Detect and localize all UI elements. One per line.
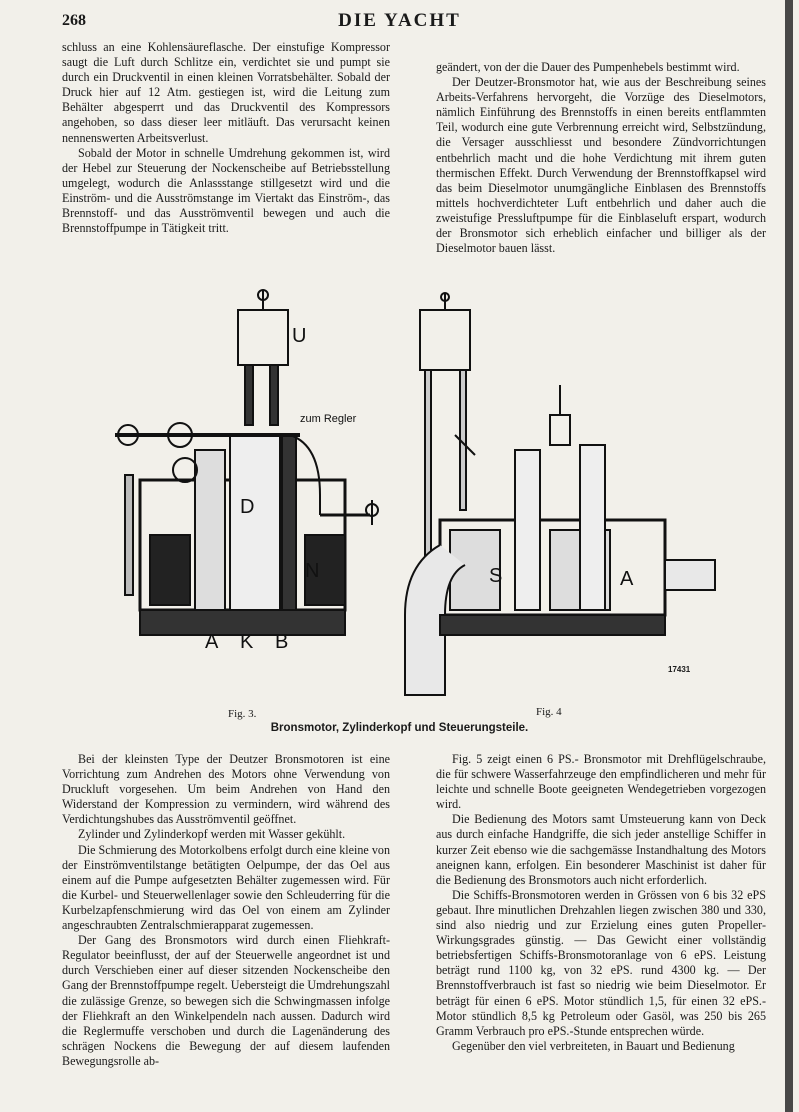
page-edge — [785, 0, 793, 1112]
label-k: K — [240, 631, 254, 653]
label-b: B — [275, 631, 289, 653]
label-s: S — [489, 565, 503, 587]
paragraph: Sobald der Motor in schnelle Umdrehung gekommen ist, wird der Hebel zur Steuerung der Nockenscheibe auf Betriebsstellung umgelegt, wodurch die Anlassstange stillgesetzt wird und die Einström- und die Ausströmstange im Viertakt das Einström-, das Brennstoff- und das Ausströmventil bewegen und auch die Brennstoffpumpe in Tätigkeit tritt. — [62, 145, 390, 236]
page-number: 268 — [62, 12, 86, 29]
fuel-capsule-housing — [238, 310, 288, 365]
paragraph: Die Schmierung des Motorkolbens erfolgt durch eine kleine von der Einströmventilstange betätigten Oelpumpe, der das Oel aus einem auf die Pumpe aufgesetzten Behälter zugemessen wird. Für die Kurbel- und Steuerwellenlager sowie den Schleuderring für die Kurbelzapfenschmierung wird das Oel von einem am Zylinder angeschraubten Zentralschmierapparat zugemessen. — [62, 842, 390, 933]
running-head: DIE YACHT — [338, 10, 461, 31]
paragraph: Gegenüber den viel verbreiteten, in Bauart und Bedienung — [452, 1038, 735, 1053]
paragraph: Die Bedienung des Motors samt Umsteuerung kann von Deck aus durch einfache Handgriffe, die sich jeder anstellige Schiffer in kurzer Zeit ebenso wie die sachgemässe Instandhaltung des Motors aneignen kann, erfolgen. Ein besonderer Maschinist ist daher für die Bedienung des Bronsmotors auch nicht erforderlich. — [436, 812, 766, 887]
paragraph: schluss an eine Kohlensäureflasche. Der einstufige Kompressor saugt die Luft durch Schlitze ein, verdichtet sie und pumpt sie durch ein Druckventil in einen kleinen Vorratsbehälter. Sobald der Druck hier auf 12 Atm. gestiegen ist, wird die Leitung zum Behälter abgesperrt und das Druckventil des Kompressors angehoben, so dass dieser leer mitläuft. Das verursacht keinen nennenswerten Arbeitsverlust. — [62, 40, 390, 145]
paragraph: Der Deutzer-Bronsmotor hat, wie aus der Beschreibung seines Arbeits-Verfahrens hervorgeht, die Vorzüge des Dieselmotors, nämlich Einführung des Brennstoffs in einen bereits entflammten Teil, wodurch eine gute Verbrennung erreicht wird, Selbstzündung, die Versager ausschliesst und besondere Zündvorrichtungen entbehrlich macht und die hohe Verdichtung mit ihrem guten thermischen Effekt. Durch Verwendung der Brennstoffkapsel wird das beim Dieselmotor unumgängliche Einblasen des Brennstoffs mittels hochverdichteter Luft entbehrlich und daher auch die zweistufige Pressluftpumpe für die Einblaseluft erspart, wodurch der Bronsmotor sich erheblich einfacher und billiger als der Dieselmotor bauen lässt. — [436, 75, 766, 256]
label-zum-regler: zum Regler — [300, 413, 357, 425]
figure-caption: Bronsmotor, Zylinderkopf und Steuerungsteile. — [270, 722, 529, 734]
figure-3-label: Fig. 3. — [228, 708, 257, 720]
label-a2: A — [620, 568, 634, 590]
engine-drawing — [100, 285, 720, 705]
label-d: D — [240, 496, 255, 518]
paragraph: Die Schiffs-Bronsmotoren werden in Grössen von 6 bis 32 ePS gebaut. Ihre minutlichen Drehzahlen liegen zwischen 380 und 330, sind also niedrig und zur Erzielung eines guten Propeller-Wirkungsgrades günstig. — Das Gewicht einer vollständig betriebsfertigen Schiffs-Bronsmotoranlage von 6 ePS. Leistung beträgt rund 1100 kg, von 32 ePS. rund 4300 kg. — Der Brennstoffverbrauch ist fast so niedrig wie beim Dieselmotor. Er beträgt für einen 6 ePS. Motor stündlich 1,5, für einen 32 ePS.- Motor stündlich 8,5 kg Petroleum oder Gasöl, was 250 bis 265 Gramm Verbrauch pro ePS.-Stunde entsprechen würde. — [436, 887, 766, 1038]
paragraph: Bei der kleinsten Type der Deutzer Bronsmotoren ist eine Vorrichtung zum Andrehen des Motors ohne Verwendung von Druckluft vorgesehen. Um beim Andrehen von Hand den Widerstand der Kompression zu vermindern, wird während des Verdichtungshubes das Ausströmventil geöffnet. — [62, 752, 390, 827]
paragraph: Der Gang des Bronsmotors wird durch einen Fliehkraft-Regulator beeinflusst, der auf der Steuerwelle angeordnet ist und durch Verschieben einer auf dieser sitzenden Nockenscheibe den Gang der Brennstoffpumpe regelt. Uebersteigt die Umdrehungszahl die zulässige Grenze, so bewegen sich die Schwingmassen infolge der Fliehkraft an den Winkelpendeln nach aussen. Dadurch wird die Reglermuffe verschoben und durch die Lagenänderung des schrägen Nockens die Bewegung der auf diesem laufenden Bewegungsrolle ab- — [62, 933, 390, 1068]
column-bottom-right — [436, 752, 766, 1054]
figure-4-label: Fig. 4 — [536, 706, 562, 718]
column-bottom-left — [62, 752, 390, 1069]
label-u: U — [292, 325, 307, 347]
paragraph: Fig. 5 zeigt einen 6 PS.- Bronsmotor mit Drehflügelschraube, die für schwere Wasserfahrzeuge den empfindlicheren und mehr für leichte und schnelle Boote geeigneten Wendegetrieben vorgezogen wird. — [436, 752, 766, 812]
figure-reference: 17431 — [668, 665, 691, 674]
column-top-right — [436, 60, 766, 256]
label-n: N — [305, 560, 320, 582]
label-a: A — [205, 631, 219, 653]
paragraph: Zylinder und Zylinderkopf werden mit Wasser gekühlt. — [78, 827, 346, 842]
paragraph: geändert, von der die Dauer des Pumpenhebels bestimmt wird. — [436, 60, 740, 74]
column-top-left — [62, 40, 390, 236]
